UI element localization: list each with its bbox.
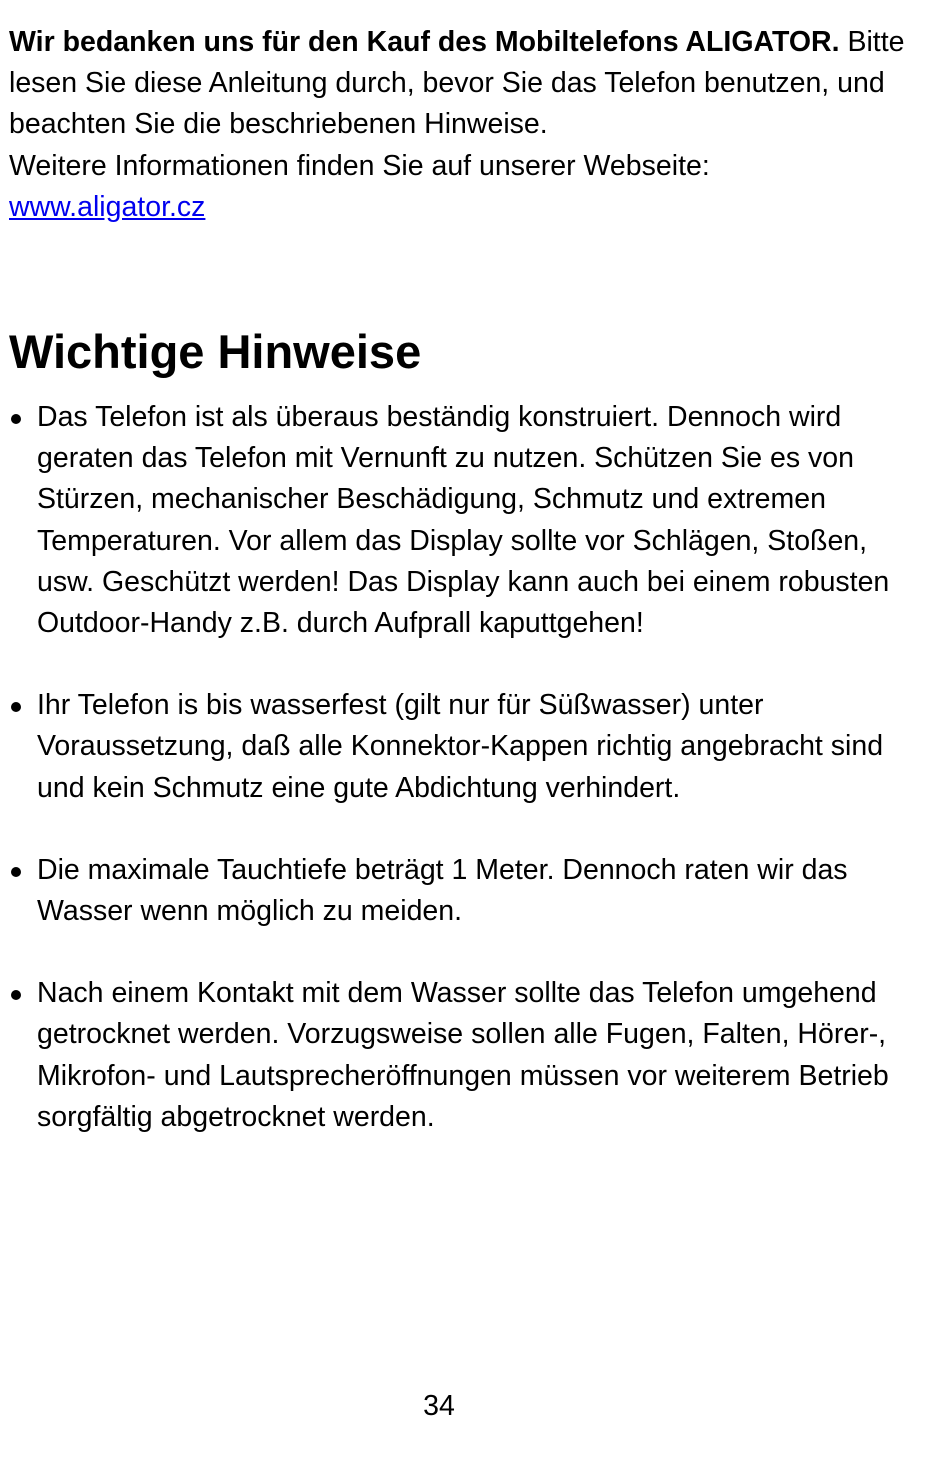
- info-text: Weitere Informationen finden Sie auf unserer Webseite:: [9, 149, 710, 182]
- bullet-dot-icon: [11, 990, 21, 1000]
- notice-text: Die maximale Tauchtiefe beträgt 1 Meter. Dennoch raten wir das Wasser wenn möglich zu meiden.: [37, 853, 848, 928]
- notice-item-waterproof: [0, 685, 930, 809]
- notice-item-drying: [0, 973, 930, 1138]
- notice-item-diving-depth: [0, 850, 930, 932]
- section-heading: Wichtige Hinweise: [9, 325, 422, 378]
- notice-text: Das Telefon ist als überaus beständig konstruiert. Dennoch wird geraten das Telefon mit Vernunft zu nutzen. Schützen Sie es von Stürzen, mechanischer Beschädigung, Schmutz und extremen Temperaturen. Vor allem das Display sollte vor Schlägen, Stoßen, usw. Geschützt werden! Das Display kann auch bei einem robusten Outdoor-Handy z.B. durch Aufprall kaputtgehen!: [37, 401, 890, 640]
- website-link[interactable]: www.aligator.cz: [9, 190, 206, 223]
- intro-text: Bitte lesen Sie diese Anleitung durch, bevor Sie das Telefon benutzen, und beachten Sie die beschriebenen Hinweise.: [9, 26, 905, 141]
- bullet-dot-icon: [11, 867, 21, 877]
- intro-paragraph: [9, 22, 929, 228]
- notice-text: Nach einem Kontakt mit dem Wasser sollte das Telefon umgehend getrocknet werden. Vorzugsweise sollen alle Fugen, Falten, Hörer-, Mikrofon- und Lautsprecheröffnungen müssen vor weiterem Betrieb sorgfältig abgetrocknet werden.: [37, 977, 889, 1133]
- page-number: 34: [423, 1390, 455, 1422]
- notice-text: Ihr Telefon is bis wasserfest (gilt nur für Süßwasser) unter Voraussetzung, daß alle Konnektor-Kappen richtig angebracht sind und kein Schmutz eine gute Abdichtung verhindert.: [37, 689, 884, 804]
- notice-item-robustness: [0, 397, 930, 644]
- intro-bold-text: Wir bedanken uns für den Kauf des Mobiltelefons ALIGATOR.: [9, 26, 840, 58]
- bullet-dot-icon: [11, 414, 21, 424]
- bullet-dot-icon: [11, 702, 21, 712]
- notice-list: [0, 397, 930, 1138]
